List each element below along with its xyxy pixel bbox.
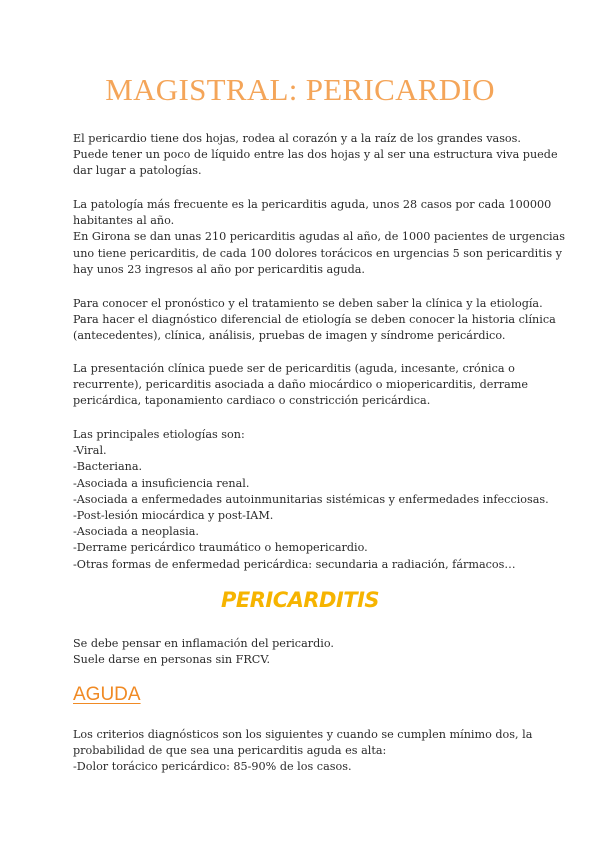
intro-line: El pericardio tiene dos hojas, rodea al corazón y a la raíz de los grandes vasos. [73, 132, 521, 145]
prognosis-line: (antecedentes), clínica, análisis, pruebas de imagen y síndrome pericárdico. [73, 329, 506, 343]
pericarditis-line: Suele darse en personas sin FRCV. [73, 653, 271, 667]
aguda-line: -Dolor torácico pericárdico: 85-90% de los casos. [73, 760, 352, 774]
list-item: -Asociada a enfermedades autoinmunitarias sistémicas y enfermedades infecciosas. [73, 492, 549, 506]
frequency-line: En Girona se dan unas 210 pericarditis agudas al año, de 1000 pacientes de urgencias [73, 230, 565, 244]
prognosis-line: Para conocer el pronóstico y el tratamiento se deben saber la clínica y la etiología. [73, 297, 543, 310]
page-title: MAGISTRAL: PERICARDIO [105, 72, 495, 107]
list-item: -Asociada a neoplasia. [73, 525, 199, 539]
frequency-line: hay unos 23 ingresos al año por pericarditis aguda. [73, 262, 365, 276]
presentation-paragraph [73, 361, 540, 410]
presentation-line: recurrente), pericarditis asociada a daño miocárdico o miopericarditis, derrame [73, 378, 529, 392]
section-title-pericarditis: PERICARDITIS [220, 588, 380, 612]
list-item: -Derrame pericárdico traumático o hemopericardio. [73, 541, 368, 555]
pericarditis-line: Se debe pensar en inflamación del pericardio. [73, 637, 334, 650]
aguda-line: Los criterios diagnósticos son los siguientes y cuando se cumplen mínimo dos, la [73, 728, 533, 741]
intro-line: dar lugar a patologías. [73, 164, 202, 178]
prognosis-paragraph [73, 296, 556, 345]
list-item: -Otras formas de enfermedad pericárdica: secundaria a radiación, fármacos… [73, 557, 516, 571]
aguda-paragraph [73, 727, 540, 776]
frequency-line: uno tiene pericarditis, de cada 100 dolores torácicos en urgencias 5 son pericarditis y [73, 246, 562, 260]
prognosis-line: Para hacer el diagnóstico diferencial de etiología se deben conocer la historia clínica [73, 313, 556, 327]
list-item: -Post-lesión miocárdica y post-IAM. [73, 509, 274, 523]
aguda-line: probabilidad de que sea una pericarditis aguda es alta: [73, 744, 387, 758]
pericarditis-paragraph [73, 636, 540, 668]
list-item: -Asociada a insuficiencia renal. [73, 476, 250, 490]
list-item: -Viral. [73, 444, 107, 458]
presentation-line: La presentación clínica puede ser de pericarditis (aguda, incesante, crónica o [73, 362, 515, 375]
frequency-line: La patología más frecuente es la pericarditis aguda, unos 28 casos por cada 100000 [73, 198, 552, 211]
frequency-line: habitantes al año. [73, 214, 175, 228]
frequency-paragraph [73, 197, 565, 278]
etiologies-heading: Las principales etiologías son: [73, 428, 245, 441]
etiologies-list [73, 427, 549, 573]
subsection-title-aguda: AGUDA [73, 684, 141, 705]
intro-line: Puede tener un poco de líquido entre las dos hojas y al ser una estructura viva puede [73, 148, 558, 162]
presentation-line: pericárdica, taponamiento cardiaco o constricción pericárdica. [73, 394, 431, 408]
list-item: -Bacteriana. [73, 460, 143, 474]
intro-paragraph [73, 131, 558, 180]
